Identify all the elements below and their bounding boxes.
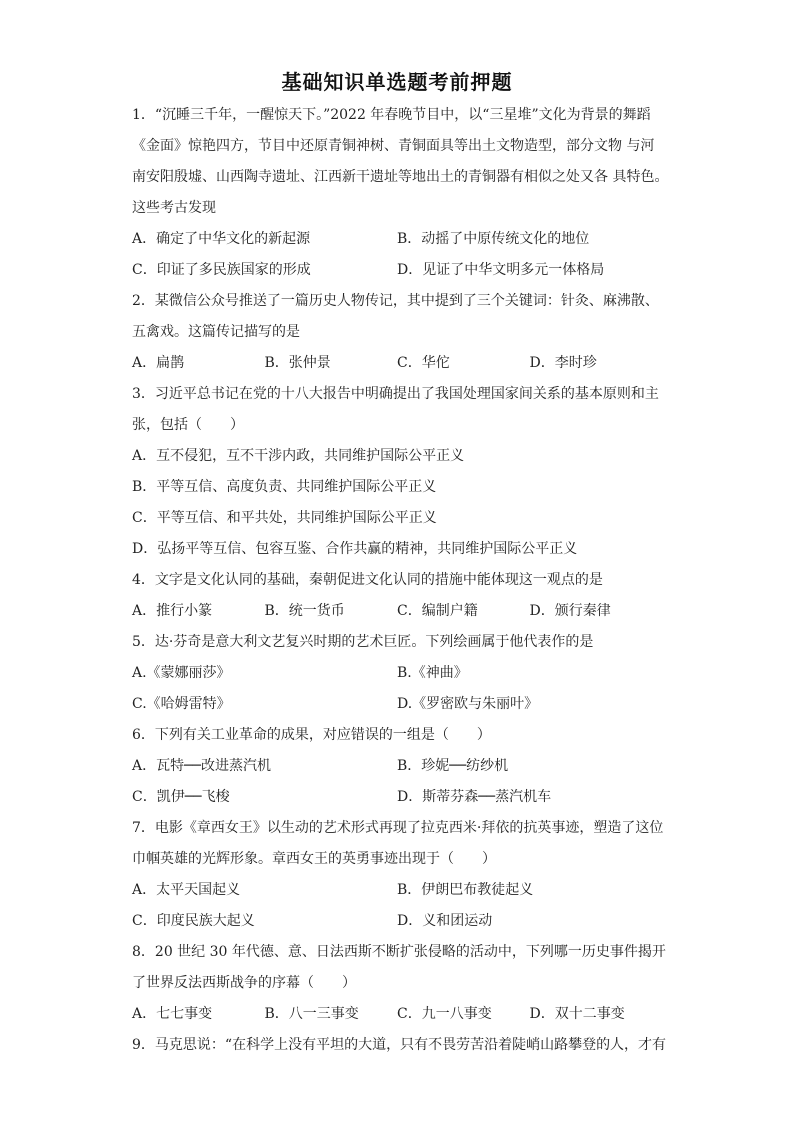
question-6-line-1: 6．下列有关工业革命的成果，对应错误的一组是（ ）: [132, 727, 491, 743]
option-b: B．八一三事变: [264, 1006, 359, 1022]
question-2-line-2: 五禽戏。这篇传记描写的是: [132, 324, 300, 340]
option-b: B．张仲景: [264, 355, 331, 371]
option-a: A．七七事变: [132, 1006, 213, 1022]
option-c: C．九一八事变: [397, 1006, 492, 1022]
question-3-line-1: 3．习近平总书记在党的十八大报告中明确提出了我国处理国家间关系的基本原则和主: [132, 386, 659, 402]
question-4: [132, 565, 662, 627]
question-4-options: [132, 596, 662, 627]
option-d: D．颁行秦律: [529, 603, 611, 619]
question-6-options-row-2: [132, 782, 662, 813]
question-2-line-1: 2．某微信公众号推送了一篇历史人物传记，其中提到了三个关键词：针灸、麻沸散、: [132, 293, 659, 309]
question-2: [132, 286, 662, 379]
question-list: [132, 100, 669, 1061]
option-d: D．见证了中华文明多元一体格局: [397, 262, 605, 278]
option-c: C．平等互信、和平共处，共同维护国际公平正义: [132, 510, 437, 526]
option-c: C.《哈姆雷特》: [132, 696, 231, 712]
option-d: D．斯蒂芬森──蒸汽机车: [397, 789, 552, 805]
question-1-line-1: 1．“沉睡三千年，一醒惊天下。”2022 年春晚节目中，以“三星堆”文化为背景的舞蹈: [132, 107, 651, 123]
option-d: D．双十二事变: [529, 1006, 625, 1022]
question-5: [132, 627, 662, 720]
question-2-options: [132, 348, 662, 379]
option-b: B．统一货币: [264, 603, 345, 619]
question-1-line-4: 这些考古发现: [132, 200, 216, 216]
option-c: C．华佗: [397, 355, 450, 371]
option-b: B.《神曲》: [397, 665, 468, 681]
option-d: D.《罗密欧与朱丽叶》: [397, 696, 539, 712]
question-7: [132, 813, 662, 937]
question-8-line-1: 8．20 世纪 30 年代德、意、日法西斯不断扩张侵略的活动中，下列哪一历史事件揭开: [132, 944, 666, 960]
option-a: A．推行小篆: [132, 603, 213, 619]
question-1: [132, 100, 669, 286]
option-c: C．印度民族大起义: [132, 913, 255, 929]
option-b: B．动摇了中原传统文化的地位: [397, 231, 590, 247]
question-9-line-1: 9．马克思说：“在科学上没有平坦的大道，只有不畏劳苦沿着陡峭山路攀登的人，才有: [132, 1037, 667, 1053]
question-4-line-1: 4．文字是文化认同的基础，秦朝促进文化认同的措施中能体现这一观点的是: [132, 572, 603, 588]
option-b: B．珍妮──纺纱机: [397, 758, 509, 774]
option-a: A.《蒙娜丽莎》: [132, 665, 231, 681]
question-6-options-row-1: [132, 751, 662, 782]
option-a: A．太平天国起义: [132, 882, 241, 898]
question-1-options-row-2: [132, 255, 662, 286]
option-a: A．瓦特──改进蒸汽机: [132, 758, 271, 774]
option-b: B．平等互信、高度负责、共同维护国际公平正义: [132, 479, 437, 495]
option-a: A．确定了中华文化的新起源: [132, 231, 311, 247]
question-8: [132, 937, 666, 1030]
question-7-options-row-2: [132, 906, 662, 937]
question-8-options: [132, 999, 662, 1030]
option-c: C．凯伊──飞梭: [132, 789, 230, 805]
option-c: C．印证了多民族国家的形成: [132, 262, 311, 278]
question-7-line-2: 巾帼英雄的光辉形象。章西女王的英勇事迹出现于（ ）: [132, 851, 496, 867]
option-c: C．编制户籍: [397, 603, 478, 619]
option-d: D．李时珍: [529, 355, 597, 371]
question-1-line-3: 南安阳殷墟、山西陶寺遗址、江西新干遗址等地出土的青铜器有相似之处又各 具特色。: [132, 169, 669, 185]
question-9: [132, 1030, 667, 1061]
option-d: D．义和团运动: [397, 913, 493, 929]
question-1-line-2: 《金面》惊艳四方，节目中还原青铜神树、青铜面具等出土文物造型，部分文物 与河: [132, 138, 655, 154]
question-3-line-2: 张，包括（ ）: [132, 417, 244, 433]
question-3: [132, 379, 662, 565]
option-a: A．扁鹊: [132, 355, 185, 371]
option-d: D．弘扬平等互信、包容互鉴、合作共赢的精神，共同维护国际公平正义: [132, 541, 578, 557]
question-1-options-row-1: [132, 224, 662, 255]
question-5-line-1: 5．达·芬奇是意大利文艺复兴时期的艺术巨匠。下列绘画属于他代表作的是: [132, 634, 594, 650]
question-8-line-2: 了世界反法西斯战争的序幕（ ）: [132, 975, 356, 991]
question-5-options-row-1: [132, 658, 662, 689]
question-7-options-row-1: [132, 875, 662, 906]
option-a: A．互不侵犯，互不干涉内政，共同维护国际公平正义: [132, 448, 465, 464]
option-b: B．伊朗巴布教徒起义: [397, 882, 534, 898]
question-6: [132, 720, 662, 813]
question-5-options-row-2: [132, 689, 662, 720]
page-title: 基础知识单选题考前押题: [281, 70, 513, 94]
question-7-line-1: 7．电影《章西女王》以生动的艺术形式再现了拉克西米·拜依的抗英事迹，塑造了这位: [132, 820, 664, 836]
